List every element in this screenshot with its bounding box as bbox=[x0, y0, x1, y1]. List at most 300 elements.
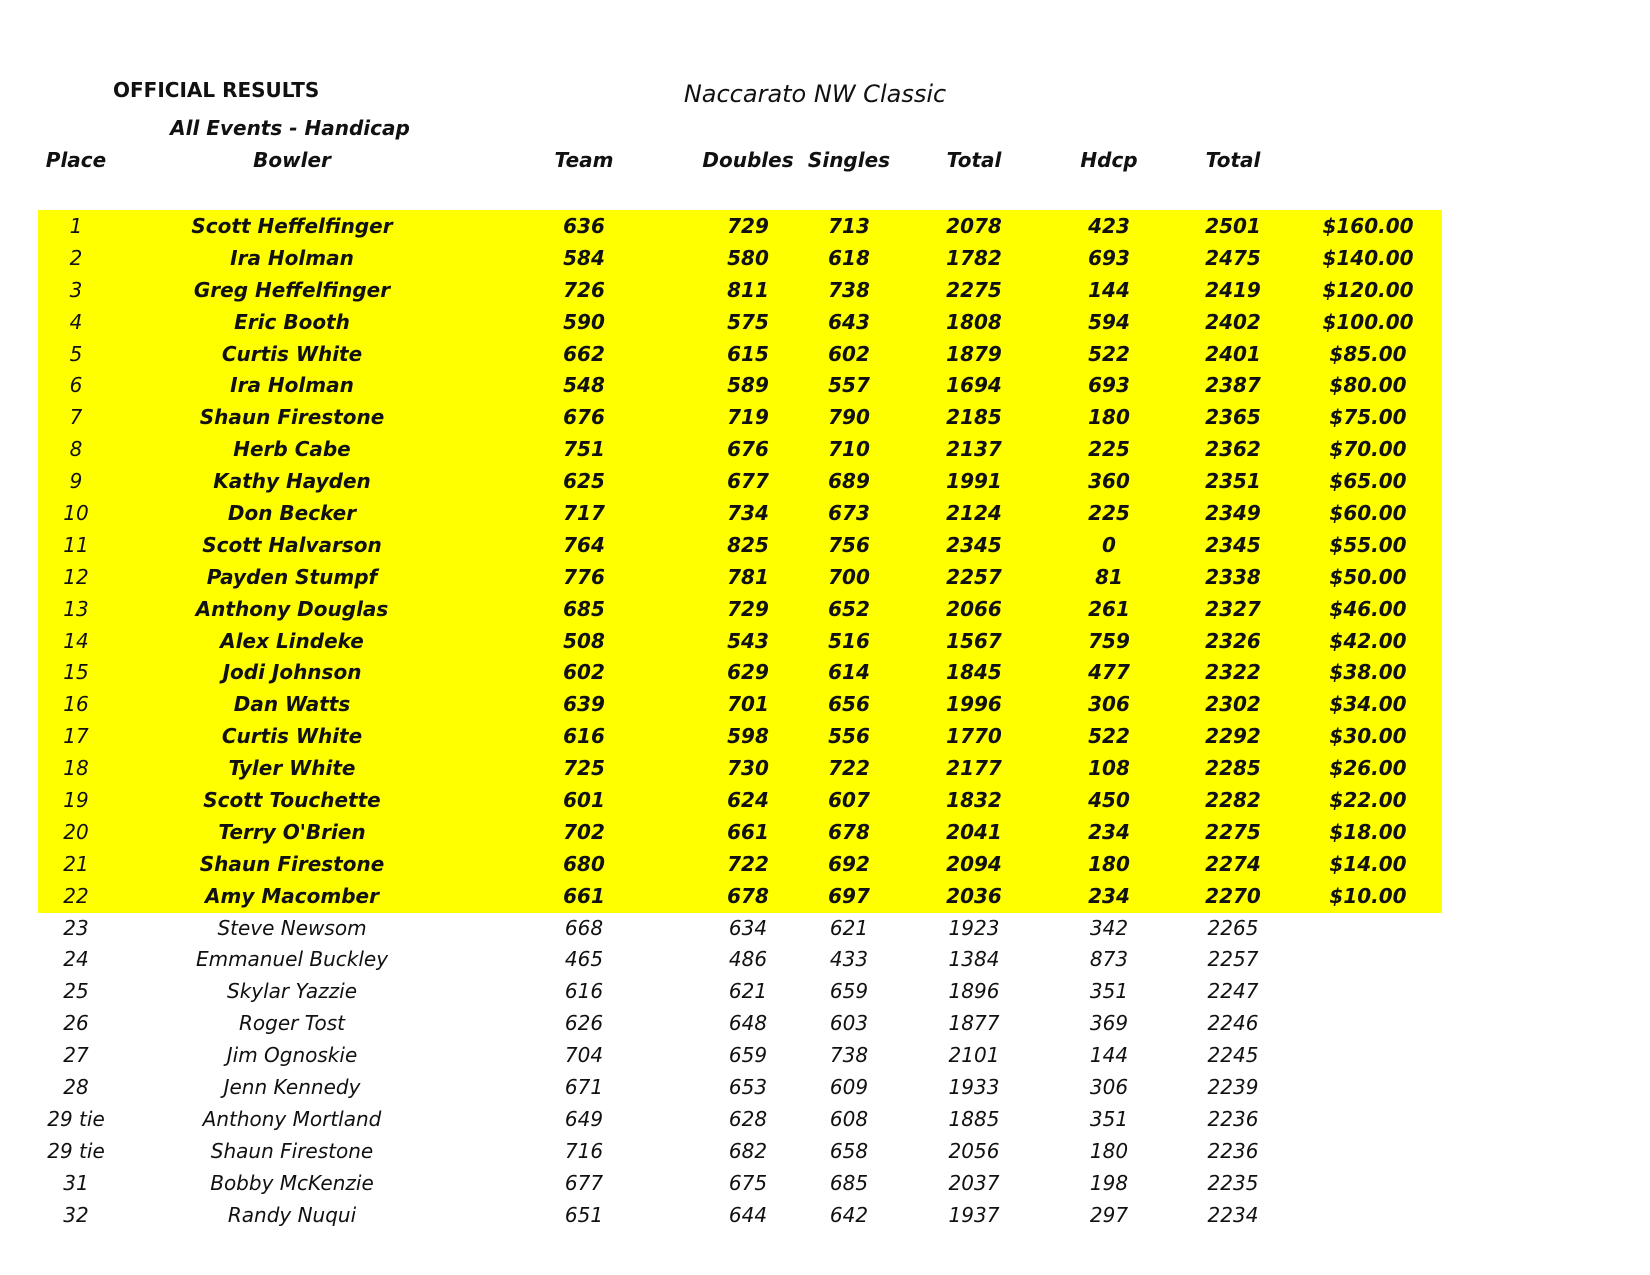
cell-doubles: 615 bbox=[727, 341, 769, 366]
cell-total: 1879 bbox=[946, 341, 1002, 366]
cell-team: 616 bbox=[563, 724, 605, 749]
cell-place: 28 bbox=[63, 1075, 89, 1100]
cell-prize: $30.00 bbox=[1329, 724, 1407, 749]
cell-place: 8 bbox=[69, 437, 83, 462]
cell-hdcp: 297 bbox=[1089, 1202, 1129, 1227]
cell-grand-total: 2362 bbox=[1205, 437, 1261, 462]
cell-prize: $65.00 bbox=[1329, 469, 1407, 494]
cell-hdcp: 234 bbox=[1088, 883, 1130, 908]
cell-grand-total: 2326 bbox=[1205, 628, 1261, 653]
cell-singles: 621 bbox=[829, 915, 869, 940]
cell-team: 717 bbox=[563, 501, 605, 526]
cell-doubles: 722 bbox=[727, 851, 769, 876]
cell-total: 2177 bbox=[946, 756, 1002, 781]
table-row bbox=[0, 944, 1650, 976]
cell-bowler: Jim Ognoskie bbox=[226, 1043, 358, 1068]
cell-bowler: Jenn Kennedy bbox=[223, 1075, 361, 1100]
cell-bowler: Bobby McKenzie bbox=[210, 1170, 374, 1195]
table-row bbox=[0, 1168, 1650, 1200]
cell-doubles: 682 bbox=[728, 1138, 768, 1163]
cell-team: 716 bbox=[564, 1138, 604, 1163]
cell-total: 1845 bbox=[946, 660, 1002, 685]
cell-team: 704 bbox=[564, 1043, 604, 1068]
cell-hdcp: 693 bbox=[1088, 245, 1130, 270]
cell-total: 1885 bbox=[948, 1106, 1000, 1131]
cell-total: 1877 bbox=[948, 1011, 1000, 1036]
cell-bowler: Payden Stumpf bbox=[206, 564, 378, 589]
cell-hdcp: 180 bbox=[1089, 1138, 1129, 1163]
cell-doubles: 811 bbox=[727, 277, 769, 302]
cell-doubles: 661 bbox=[727, 819, 769, 844]
cell-total: 1991 bbox=[946, 469, 1002, 494]
cell-hdcp: 180 bbox=[1088, 405, 1130, 430]
cell-place: 25 bbox=[63, 979, 89, 1004]
cell-prize: $46.00 bbox=[1329, 596, 1407, 621]
cell-hdcp: 81 bbox=[1095, 564, 1123, 589]
cell-team: 548 bbox=[563, 373, 605, 398]
table-row bbox=[0, 689, 1650, 721]
table-row bbox=[0, 785, 1650, 817]
cell-hdcp: 144 bbox=[1089, 1043, 1129, 1068]
cell-singles: 673 bbox=[828, 501, 870, 526]
cell-bowler: Randy Nuqui bbox=[227, 1202, 357, 1227]
cell-doubles: 677 bbox=[727, 469, 769, 494]
cell-doubles: 653 bbox=[728, 1075, 768, 1100]
cell-team: 668 bbox=[564, 915, 604, 940]
cell-grand-total: 2285 bbox=[1205, 756, 1261, 781]
cell-team: 677 bbox=[564, 1170, 604, 1195]
cell-total: 1770 bbox=[946, 724, 1002, 749]
cell-prize: $18.00 bbox=[1329, 819, 1407, 844]
table-row bbox=[0, 434, 1650, 466]
cell-hdcp: 522 bbox=[1088, 341, 1130, 366]
column-header-place: Place bbox=[45, 148, 107, 172]
cell-bowler: Dan Watts bbox=[233, 692, 351, 717]
cell-prize: $140.00 bbox=[1322, 245, 1414, 270]
cell-doubles: 589 bbox=[727, 373, 769, 398]
cell-place: 5 bbox=[69, 341, 83, 366]
cell-bowler: Ira Holman bbox=[230, 245, 354, 270]
cell-team: 639 bbox=[563, 692, 605, 717]
cell-grand-total: 2234 bbox=[1207, 1202, 1259, 1227]
cell-hdcp: 450 bbox=[1088, 788, 1130, 813]
cell-place: 14 bbox=[63, 628, 89, 653]
cell-place: 4 bbox=[69, 309, 83, 334]
column-header-doubles: Doubles bbox=[702, 148, 794, 172]
cell-team: 601 bbox=[563, 788, 605, 813]
cell-bowler: Amy Macomber bbox=[205, 883, 379, 908]
cell-bowler: Kathy Hayden bbox=[213, 469, 371, 494]
cell-hdcp: 423 bbox=[1088, 214, 1130, 238]
cell-prize: $50.00 bbox=[1329, 564, 1407, 589]
cell-grand-total: 2302 bbox=[1205, 692, 1261, 717]
cell-grand-total: 2402 bbox=[1205, 309, 1261, 334]
cell-place: 22 bbox=[63, 883, 89, 908]
cell-total: 1996 bbox=[946, 692, 1002, 717]
cell-bowler: Scott Touchette bbox=[203, 788, 381, 813]
cell-total: 1782 bbox=[946, 245, 1002, 270]
cell-team: 685 bbox=[563, 596, 605, 621]
cell-doubles: 659 bbox=[728, 1043, 768, 1068]
cell-team: 764 bbox=[563, 532, 605, 557]
cell-singles: 722 bbox=[828, 756, 870, 781]
cell-singles: 642 bbox=[829, 1202, 869, 1227]
cell-team: 726 bbox=[563, 277, 605, 302]
cell-singles: 614 bbox=[828, 660, 870, 685]
cell-place: 31 bbox=[63, 1170, 89, 1195]
column-header-total: Total bbox=[946, 148, 1002, 172]
cell-place: 10 bbox=[63, 501, 89, 526]
cell-total: 2137 bbox=[946, 437, 1002, 462]
cell-bowler: Anthony Douglas bbox=[195, 596, 389, 621]
cell-hdcp: 261 bbox=[1088, 596, 1130, 621]
cell-grand-total: 2245 bbox=[1207, 1043, 1259, 1068]
cell-prize: $160.00 bbox=[1322, 214, 1414, 238]
cell-total: 1384 bbox=[948, 947, 1000, 972]
cell-place: 2 bbox=[69, 245, 83, 270]
table-row bbox=[0, 211, 1650, 243]
cell-place: 18 bbox=[63, 756, 89, 781]
cell-doubles: 644 bbox=[728, 1202, 768, 1227]
table-row bbox=[0, 498, 1650, 530]
cell-grand-total: 2501 bbox=[1205, 214, 1261, 238]
cell-place: 16 bbox=[63, 692, 89, 717]
cell-hdcp: 522 bbox=[1088, 724, 1130, 749]
cell-team: 776 bbox=[563, 564, 605, 589]
cell-bowler: Jodi Johnson bbox=[222, 660, 362, 685]
cell-grand-total: 2349 bbox=[1205, 501, 1261, 526]
cell-place: 11 bbox=[63, 532, 89, 557]
cell-bowler: Eric Booth bbox=[234, 309, 350, 334]
cell-hdcp: 351 bbox=[1089, 1106, 1129, 1131]
cell-place: 12 bbox=[63, 564, 89, 589]
cell-doubles: 729 bbox=[727, 596, 769, 621]
cell-place: 24 bbox=[63, 947, 89, 972]
cell-doubles: 598 bbox=[727, 724, 769, 749]
cell-total: 2185 bbox=[946, 405, 1002, 430]
table-row bbox=[0, 1136, 1650, 1168]
cell-doubles: 575 bbox=[727, 309, 769, 334]
cell-total: 2056 bbox=[948, 1138, 1000, 1163]
cell-singles: 700 bbox=[828, 564, 870, 589]
cell-hdcp: 180 bbox=[1088, 851, 1130, 876]
table-row bbox=[0, 307, 1650, 339]
cell-total: 2036 bbox=[946, 883, 1002, 908]
cell-team: 590 bbox=[563, 309, 605, 334]
table-row bbox=[0, 466, 1650, 498]
cell-grand-total: 2387 bbox=[1205, 373, 1261, 398]
cell-total: 2078 bbox=[946, 214, 1002, 238]
cell-bowler: Steve Newsom bbox=[217, 915, 367, 940]
cell-singles: 685 bbox=[829, 1170, 869, 1195]
table-row bbox=[0, 402, 1650, 434]
cell-doubles: 629 bbox=[727, 660, 769, 685]
cell-team: 702 bbox=[563, 819, 605, 844]
cell-place: 32 bbox=[63, 1202, 89, 1227]
cell-grand-total: 2265 bbox=[1207, 915, 1259, 940]
cell-grand-total: 2322 bbox=[1205, 660, 1261, 685]
cell-place: 21 bbox=[63, 851, 89, 876]
cell-prize: $10.00 bbox=[1329, 883, 1407, 908]
cell-total: 2345 bbox=[946, 532, 1002, 557]
cell-hdcp: 693 bbox=[1088, 373, 1130, 398]
cell-grand-total: 2239 bbox=[1207, 1075, 1259, 1100]
cell-hdcp: 342 bbox=[1089, 915, 1129, 940]
cell-bowler: Curtis White bbox=[221, 724, 363, 749]
cell-place: 27 bbox=[63, 1043, 89, 1068]
cell-team: 616 bbox=[564, 979, 604, 1004]
table-row bbox=[0, 562, 1650, 594]
cell-prize: $42.00 bbox=[1329, 628, 1407, 653]
cell-grand-total: 2282 bbox=[1205, 788, 1261, 813]
cell-grand-total: 2236 bbox=[1207, 1138, 1259, 1163]
cell-singles: 656 bbox=[828, 692, 870, 717]
cell-hdcp: 225 bbox=[1088, 501, 1130, 526]
cell-singles: 692 bbox=[828, 851, 870, 876]
cell-singles: 516 bbox=[828, 628, 870, 653]
cell-total: 1694 bbox=[946, 373, 1002, 398]
cell-singles: 618 bbox=[828, 245, 870, 270]
cell-singles: 557 bbox=[828, 373, 870, 398]
cell-singles: 556 bbox=[828, 724, 870, 749]
cell-prize: $75.00 bbox=[1329, 405, 1407, 430]
cell-bowler: Scott Halvarson bbox=[202, 532, 382, 557]
cell-grand-total: 2275 bbox=[1205, 819, 1261, 844]
cell-team: 625 bbox=[563, 469, 605, 494]
cell-team: 751 bbox=[563, 437, 605, 462]
cell-hdcp: 234 bbox=[1088, 819, 1130, 844]
cell-team: 680 bbox=[563, 851, 605, 876]
cell-place: 1 bbox=[69, 214, 83, 238]
cell-place: 19 bbox=[63, 788, 89, 813]
table-row bbox=[0, 530, 1650, 562]
table-row bbox=[0, 275, 1650, 307]
cell-doubles: 719 bbox=[727, 405, 769, 430]
cell-place: 20 bbox=[63, 819, 89, 844]
cell-grand-total: 2338 bbox=[1205, 564, 1261, 589]
cell-place: 7 bbox=[69, 405, 83, 430]
cell-bowler: Roger Tost bbox=[239, 1011, 345, 1036]
cell-team: 661 bbox=[563, 883, 605, 908]
cell-prize: $85.00 bbox=[1329, 341, 1407, 366]
cell-singles: 710 bbox=[828, 437, 870, 462]
cell-team: 602 bbox=[563, 660, 605, 685]
cell-grand-total: 2247 bbox=[1207, 979, 1259, 1004]
cell-doubles: 634 bbox=[728, 915, 768, 940]
table-row bbox=[0, 881, 1650, 913]
cell-grand-total: 2235 bbox=[1207, 1170, 1259, 1195]
cell-bowler: Shaun Firestone bbox=[199, 405, 385, 430]
cell-singles: 433 bbox=[829, 947, 869, 972]
cell-grand-total: 2401 bbox=[1205, 341, 1261, 366]
cell-grand-total: 2236 bbox=[1207, 1106, 1259, 1131]
cell-total: 2257 bbox=[946, 564, 1002, 589]
cell-team: 508 bbox=[563, 628, 605, 653]
cell-team: 649 bbox=[564, 1106, 604, 1131]
cell-grand-total: 2365 bbox=[1205, 405, 1261, 430]
cell-prize: $100.00 bbox=[1322, 309, 1414, 334]
cell-grand-total: 2246 bbox=[1207, 1011, 1259, 1036]
cell-doubles: 675 bbox=[728, 1170, 768, 1195]
cell-place: 23 bbox=[63, 915, 89, 940]
cell-hdcp: 759 bbox=[1088, 628, 1130, 653]
cell-doubles: 628 bbox=[728, 1106, 768, 1131]
table-row bbox=[0, 721, 1650, 753]
cell-doubles: 624 bbox=[727, 788, 769, 813]
results-table bbox=[0, 211, 1650, 1232]
cell-prize: $38.00 bbox=[1329, 660, 1407, 685]
cell-total: 1896 bbox=[948, 979, 1000, 1004]
cell-place: 26 bbox=[63, 1011, 89, 1036]
table-row bbox=[0, 370, 1650, 402]
cell-team: 662 bbox=[563, 341, 605, 366]
cell-team: 626 bbox=[564, 1011, 604, 1036]
cell-bowler: Shaun Firestone bbox=[199, 851, 385, 876]
cell-hdcp: 306 bbox=[1089, 1075, 1129, 1100]
cell-hdcp: 0 bbox=[1102, 532, 1116, 557]
cell-total: 2094 bbox=[946, 851, 1002, 876]
cell-singles: 790 bbox=[828, 405, 870, 430]
cell-bowler: Scott Heffelfinger bbox=[191, 214, 393, 238]
cell-doubles: 734 bbox=[727, 501, 769, 526]
table-row bbox=[0, 1072, 1650, 1104]
cell-total: 2037 bbox=[948, 1170, 1000, 1195]
cell-team: 671 bbox=[564, 1075, 604, 1100]
cell-place: 17 bbox=[63, 724, 89, 749]
table-row bbox=[0, 976, 1650, 1008]
cell-bowler: Curtis White bbox=[221, 341, 363, 366]
cell-bowler: Don Becker bbox=[227, 501, 357, 526]
cell-singles: 713 bbox=[828, 214, 870, 238]
table-row bbox=[0, 243, 1650, 275]
cell-doubles: 781 bbox=[727, 564, 769, 589]
cell-singles: 608 bbox=[829, 1106, 869, 1131]
cell-bowler: Skylar Yazzie bbox=[227, 979, 357, 1004]
cell-bowler: Ira Holman bbox=[230, 373, 354, 398]
cell-doubles: 729 bbox=[727, 214, 769, 238]
table-row bbox=[0, 657, 1650, 689]
cell-bowler: Tyler White bbox=[228, 756, 356, 781]
official-results-label: OFFICIAL RESULTS bbox=[113, 78, 320, 102]
cell-singles: 658 bbox=[829, 1138, 869, 1163]
column-header-bowler: Bowler bbox=[253, 148, 331, 172]
cell-singles: 609 bbox=[829, 1075, 869, 1100]
cell-singles: 659 bbox=[829, 979, 869, 1004]
cell-grand-total: 2257 bbox=[1207, 947, 1259, 972]
cell-place: 29 tie bbox=[47, 1106, 105, 1131]
cell-total: 2101 bbox=[948, 1043, 1000, 1068]
cell-team: 636 bbox=[563, 214, 605, 238]
cell-place: 29 tie bbox=[47, 1138, 105, 1163]
cell-bowler: Emmanuel Buckley bbox=[195, 947, 389, 972]
cell-hdcp: 477 bbox=[1088, 660, 1130, 685]
table-row bbox=[0, 1200, 1650, 1232]
cell-doubles: 678 bbox=[727, 883, 769, 908]
cell-hdcp: 108 bbox=[1088, 756, 1130, 781]
cell-hdcp: 369 bbox=[1089, 1011, 1129, 1036]
cell-hdcp: 144 bbox=[1088, 277, 1130, 302]
cell-grand-total: 2419 bbox=[1205, 277, 1261, 302]
table-row bbox=[0, 594, 1650, 626]
cell-singles: 607 bbox=[828, 788, 870, 813]
cell-prize: $22.00 bbox=[1329, 788, 1407, 813]
cell-singles: 738 bbox=[828, 277, 870, 302]
cell-prize: $120.00 bbox=[1322, 277, 1414, 302]
event-title: Naccarato NW Classic bbox=[683, 80, 947, 108]
cell-hdcp: 351 bbox=[1089, 979, 1129, 1004]
column-header-grand-total: Total bbox=[1205, 148, 1261, 172]
cell-doubles: 543 bbox=[727, 628, 769, 653]
table-row bbox=[0, 1104, 1650, 1136]
cell-total: 2124 bbox=[946, 501, 1002, 526]
cell-doubles: 486 bbox=[728, 947, 768, 972]
cell-doubles: 621 bbox=[728, 979, 768, 1004]
cell-prize: $70.00 bbox=[1329, 437, 1407, 462]
cell-place: 6 bbox=[69, 373, 83, 398]
cell-bowler: Herb Cabe bbox=[233, 437, 351, 462]
cell-total: 1937 bbox=[948, 1202, 1000, 1227]
cell-doubles: 825 bbox=[727, 532, 769, 557]
table-row bbox=[0, 849, 1650, 881]
cell-hdcp: 873 bbox=[1089, 947, 1129, 972]
cell-doubles: 701 bbox=[727, 692, 769, 717]
cell-total: 1567 bbox=[946, 628, 1002, 653]
cell-grand-total: 2351 bbox=[1205, 469, 1261, 494]
cell-hdcp: 225 bbox=[1088, 437, 1130, 462]
results-subtitle: All Events - Handicap bbox=[170, 116, 410, 140]
cell-singles: 689 bbox=[828, 469, 870, 494]
column-header-team: Team bbox=[554, 148, 614, 172]
cell-place: 15 bbox=[63, 660, 89, 685]
cell-place: 13 bbox=[63, 596, 89, 621]
cell-singles: 756 bbox=[828, 532, 870, 557]
cell-singles: 643 bbox=[828, 309, 870, 334]
cell-place: 3 bbox=[69, 277, 83, 302]
cell-singles: 602 bbox=[828, 341, 870, 366]
cell-team: 584 bbox=[563, 245, 605, 270]
table-row bbox=[0, 339, 1650, 371]
cell-singles: 697 bbox=[828, 883, 870, 908]
cell-place: 9 bbox=[69, 469, 83, 494]
cell-prize: $26.00 bbox=[1329, 756, 1407, 781]
cell-team: 676 bbox=[563, 405, 605, 430]
cell-total: 1933 bbox=[948, 1075, 1000, 1100]
cell-total: 1808 bbox=[946, 309, 1002, 334]
cell-total: 2275 bbox=[946, 277, 1002, 302]
cell-hdcp: 306 bbox=[1088, 692, 1130, 717]
cell-bowler: Anthony Mortland bbox=[202, 1106, 382, 1131]
cell-bowler: Terry O'Brien bbox=[218, 819, 366, 844]
cell-grand-total: 2345 bbox=[1205, 532, 1261, 557]
cell-doubles: 580 bbox=[727, 245, 769, 270]
cell-singles: 678 bbox=[828, 819, 870, 844]
table-row bbox=[0, 1008, 1650, 1040]
column-header-hdcp: Hdcp bbox=[1080, 148, 1138, 172]
cell-doubles: 648 bbox=[728, 1011, 768, 1036]
table-row bbox=[0, 817, 1650, 849]
table-row bbox=[0, 913, 1650, 945]
cell-grand-total: 2475 bbox=[1205, 245, 1261, 270]
cell-singles: 652 bbox=[828, 596, 870, 621]
cell-doubles: 676 bbox=[727, 437, 769, 462]
cell-total: 1832 bbox=[946, 788, 1002, 813]
cell-bowler: Greg Heffelfinger bbox=[193, 277, 391, 302]
cell-bowler: Shaun Firestone bbox=[210, 1138, 374, 1163]
column-header-singles: Singles bbox=[807, 148, 891, 172]
cell-total: 2066 bbox=[946, 596, 1002, 621]
cell-prize: $14.00 bbox=[1329, 851, 1407, 876]
cell-team: 651 bbox=[564, 1202, 604, 1227]
